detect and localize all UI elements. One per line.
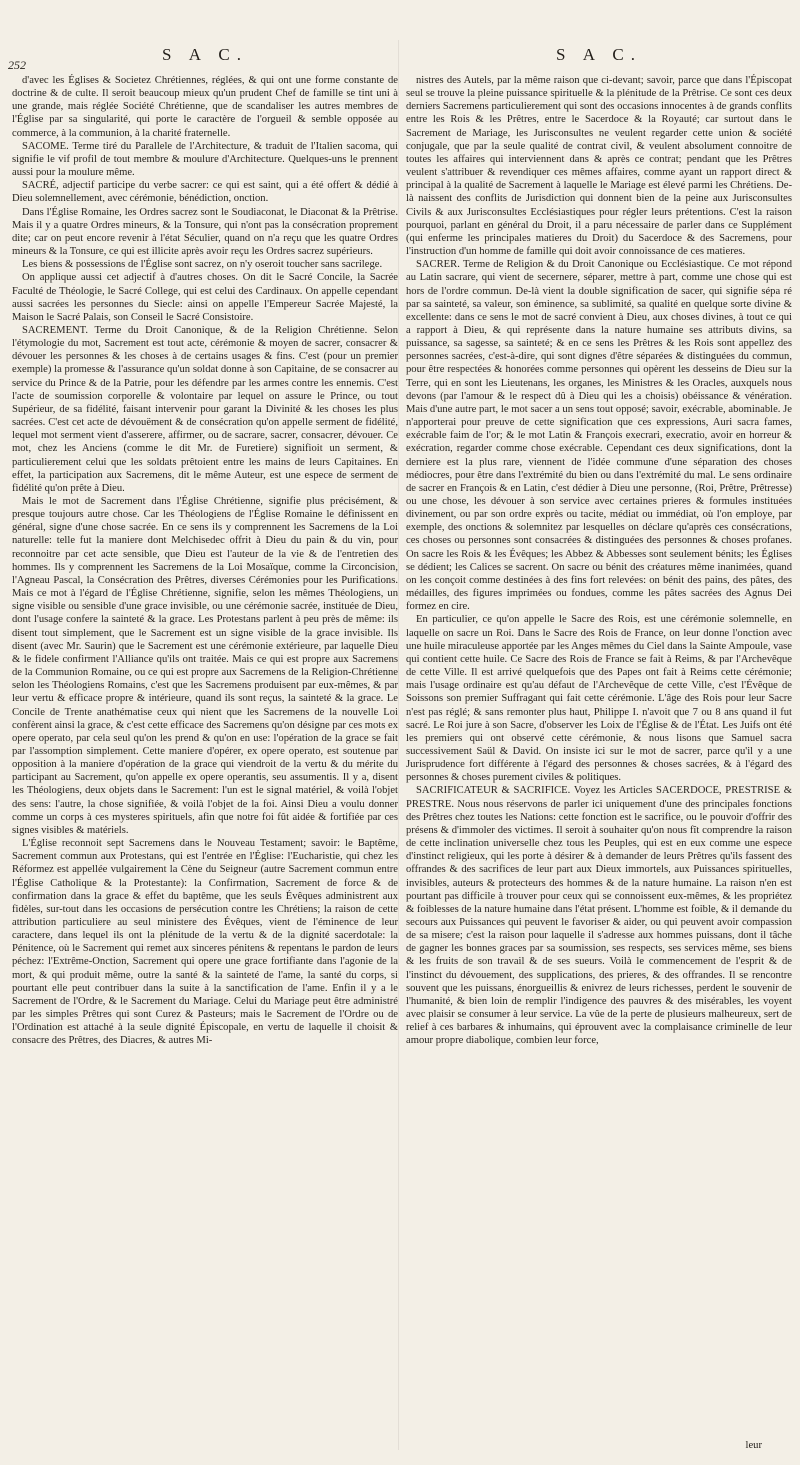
left-column [12, 44, 398, 1458]
right-column [406, 44, 792, 1458]
right-column-text [406, 74, 792, 1048]
right-running-head: S A C. [556, 45, 642, 64]
catchword: leur [745, 1440, 762, 1451]
paragraph: On applique aussi cet adjectif à d'autres choses. On dit le Sacré Concile, la Sacrée Faculté de Théologie, le Sacré College, qui est celui des Cardinaux. On appelle cependant aussi sacrées les personnes du Siecle: ainsi on appelle l'Empereur Sacrée Majesté, la Maison le Sacré Palais, son Conseil le Sacré Consistoire. [12, 272, 398, 323]
entry-sacrer: SACRER. Terme de Religion & du Droit Canonique ou Ecclésiastique. Ce mot répond au Latin sacrare, qui vient de secernere, séparer, mettre à part, comme une chose qui est hors de l'ordre commun. De-là vient la double signification de sacer, qui signifie sépa ré par sa sainteté, sa valeur, son éminence, sa sublimité, sa qualité en quelque sorte divine & excellente: dans ce sens le mot de sacré convient à Dieu, aux choses divines, à tout ce qui a rapport à Dieu, & qui représente dans la nature humaine ses attributs divins, sa puissance, sa sagesse, sa sainteté; & en ce sens les Prêtres & les Rois sont appellez des personnes sacrées, c'est-à-dire, qui sont dignes d'être séparées & distinguées du commun, pour être respectées & honorées comme personnes qui opèrent les desseins de Dieu sur la Terre, qui en sont les Lieutenans, les organes, les Ministres & les Oracles, auxquels nous devons (par l'amour & le respect dû à Dieu qui les a choisis) obéissance & vénération. Mais d'une autre part, le mot sacer a un sens tout opposé; savoir, exécrable, abominable. Je n'apporterai pour preuve de cette signification que ces expressions, Auri sacra fames, exécrable faim de l'or; & le mot Latin & François execrari, execratio, avoir en horreur & exécration, regarder comme chose exécrable. Cependant ces deux significations, dont la derniere est la plus rare, viennent de l'idée commune d'une séparation des choses médiocres, pour être dans l'extrémité du bien ou dans l'extrémité du mal. Le sens ordinaire de sacrer en François & en Latin, c'est dédier à Dieu une personne, (Roi, Prêtre, Prêtresse) ou une chose, les dévouer à son service avec certaines prieres & formules instituées divinement, ou par son ordre exprès ou tacite, médiat ou immédiat, où l'on employe, par exemple, des onctions & solemnitez par lesquelles on déclare qu'après ces consécrations, ces choses ou personnes sont consacrées & distinguées des personnes & choses profanes. On sacre les Rois & les Évêques; les Abbez & Abbesses sont seulement bénits; les Églises se dédient; les Calices se sacrent. On sacre ou bénit des créatures même inanimées, quand on les conçoit comme destinées à des fins fort relevées: on bénit des pains, des pâtes, des médailles, des figures imprimées ou fondues, comme les pâtes sacrées des Agnus Dei formez en cire. [406, 259, 792, 613]
entry-sacome: SACOME. Terme tiré du Parallele de l'Architecture, & traduit de l'Italien sacoma, qui signifie le vif profil de tout membre & moulure d'Architecture. Quelques-uns le prennent aussi pour la moulure même. [12, 140, 398, 179]
left-running-head: S A C. [162, 45, 248, 64]
entry-sacrificateur: SACRIFICATEUR & SACRIFICE. Voyez les Articles SACERDOCE, PRESTRISE & PRESTRE. Nous nous réservons de parler ici uniquement d'une des principales fonctions des Prêtres chez toutes les Nations: cette fonction est le sacrifice, ou le pouvoir d'offrir des présens & d'immoler des victimes. Il seroit à souhaiter qu'on nous fît comprendre la raison de cette inclination universelle chez tous les Peuples, qui est en eux comme une espece d'instinct religieux, qui les porte à désirer & à demander de leurs Prêtres qu'ils fassent des offrandes & des sacrifices de leur part aux Dieux immortels, aux Puissances spirituelles, invisibles, auteurs & protecteurs des hommes & de la nature humaine. La raison n'en est pourtant pas difficile à trouver pour ceux qui se connoissent eux-mêmes, & les propriétez & foiblesses de la nature humaine dans l'état présent. L'homme est foible, & il demande du secours aux Puissances qui peuvent le favoriser & aider, ou qui peuvent avoir compassion de sa misere; c'est la raison pour laquelle il s'adresse aux hommes puissans, dont il tâche de gagner les bonnes graces par sa soumission, ses respects, ses services même, ses biens & les fruits de son travail & de ses sueurs. Voilà le commencement de l'esprit & de l'instinct du dévouement, des supplications, des prieres, & des offrandes. Il se rencontre souvent que les puissans, énorgueillis & enivrez de leurs richesses, perdent le souvenir de l'humanité, & bien loin de remplir l'indigence des pauvres & des misérables, les voyent avec plaisir se consumer à leur service. La vûe de la perte de plusieurs malheureux, sert de relief à ces barbares & inhumains, qui éprouvent avec la complaisance criminelle de leur amour propre diabolique, combien leur force, [406, 785, 792, 1047]
paragraph: d'avec les Églises & Societez Chrétiennes, réglées, & qui ont une forme constante de doctrine & de culte. Il seroit beaucoup mieux qu'un prudent Chef de famille se tint uni à une grande, mais réglée Société Chrétienne, que de scandaliser les autres membres de l'Église par sa singularité, qui porte le caractère de l'orgueil & semble opposée au commerce, à la communion, à la charité fraternelle. [12, 75, 398, 139]
left-column-text [12, 74, 398, 1048]
paragraph: L'Église reconnoit sept Sacremens dans le Nouveau Testament; savoir: le Baptême, Sacrement commun aux Protestans, qui est l'entrée en l'Église: l'Eucharistie, qui chez les Réformez est appellée vulgairement la Cène du Seigneur (autre Sacrement commun entre l'Église Catholique & la Protestante): la Confirmation, Sacrement de force & de confirmation dans la grace & effet du baptême, que les seuls Évêques administrent aux fidèles, sur-tout dans les occasions de persécution contre les Chrétiens; la raison de cette attribution particuliere au seul ministere des Évêques, vient de l'éminence de leur caractere, dans lequel ils ont la plénitude de la vertu & de la dignité sacerdotale: la Pénitence, où le Sacrement qui remet aux sinceres pénitens & repentans le pardon de leurs péchez: l'Extrême-Onction, Sacrement qui opere une grace fortifiante dans l'agonie de la mort, & qui produit même, outre la santé & la sainteté de l'ame, la santé du corps, si pourtant elle peut contribuer dans la suite à la sanctification de l'ame. Enfin il y a le Sacrement de l'Ordre, & le Sacrement du Mariage. Celui du Mariage peut être administré par les simples Prêtres qui sont Curez & Pasteurs; mais le Sacrement de l'Ordre ou de l'Ordination est attaché à la seule dignité Épiscopale, en vertu de laquelle il choisit & consacre des Prêtres, des Diacres, & autres Mi- [12, 838, 398, 1047]
paragraph: Les biens & possessions de l'Église sont sacrez, on n'y oseroit toucher sans sacrilege. [22, 259, 383, 271]
page-number: 252 [8, 58, 26, 72]
column-divider [398, 40, 399, 1450]
paragraph: Mais le mot de Sacrement dans l'Église Chrétienne, signifie plus précisément, & presque toujours autre chose. Car les Théologiens de l'Église Romaine le définissent en général, signe d'une chose sacrée. En ce sens ils y comprennent les Sacremens de la Loi naturelle: telle fut la maniere dont Melchisedec offrit à Dieu du pain & du vin, pour reconnoitre par cet acte sensible, que Dieu est l'auteur de la vie & de l'entretien des hommes. Ils y comprennent les Sacremens de la Loi Mosaïque, comme la Circoncision, l'Agneau Pascal, la Consécration des Prêtres, diverses Cérémonies pour les Purifications. Mais ce mot à l'égard de l'Église Chrétienne, signifie, selon les mêmes Théologiens, un signe visible ou sensible d'une grace invisible, ou une cérémonie sacrée, instituée de Dieu, dont l'usage confere la sainteté & la grace. Les Protestans parlent à peu près de même: ils disent tout simplement, que le Sacrement est un signe visible de la grace invisible. Ils disent (avec Mr. Saurin) que le Sacrement est une cérémonie extérieure, par laquelle Dieu & le fidele confirment l'Alliance qu'ils ont traitée. Mais ce qui est propre aux Sacremens de la Communion Romaine, ou ce qui est propre aux Sacremens de la Religion-Chrétienne selon les Théologiens Romains, c'est que les Sacremens produisent par eux-mêmes, & par leur vertu & efficace propre & intérieure, quand ils sont reçus, la sainteté & la grace. Le Concile de Trente anathématise ceux qui nient que les Sacremens de la nouvelle Loi confèrent ainsi la grace, & c'est cette efficace des Sacremens qu'on désigne par ces mots ex opere operato, par cela seul qu'on les prend & qu'on en use: l'opération de la grace se fait par l'assomption simplement. Cette maniere d'opérer, ex opere operato, est soutenue par opposition à la maniere d'opération de la grace qui viendroit de la vertu & du mérite du participant au Sacrement, qu'on appelle ex opere operantis, seu assumentis. Il y a, disent les Théologiens, deux objets dans le Sacrement: l'un est le signal matériel, & voilà l'objet des sens: l'autre, la chose signifiée, & voilà l'objet de la foi. Ainsi Dieu a voulu donner comme un corps à ces mysteres spirituels, afin que notre foi fût aidée & fortifiée par ces signes visibles & matériels. [12, 496, 398, 836]
paragraph: En particulier, ce qu'on appelle le Sacre des Rois, est une cérémonie solemnelle, en laquelle on sacre un Roi. Dans le Sacre des Rois de France, on leur donne l'onction avec une huile miraculeuse apportée par les Anges mêmes du Ciel dans la Sainte Ampoule, vase qui contient cette huile. Ce Sacre des Rois de France se fait à Reims, & par l'Archevêque de cette Ville. Il est arrivé quelquefois que des Papes ont fait à Reims cette cérémonie; mais l'usage ordinaire est qu'au défaut de l'Archevêque de cette Ville, c'est l'Évêque de Soissons son premier Suffragant qui fait cette cérémonie. L'âge des Rois pour leur Sacre n'est pas réglé; & sans remonter plus haut, Philippe I. n'avoit que 7 ou 8 ans quand il fut sacré. Le Roi jure à son Sacre, d'observer les Loix de l'Église & de l'État. Les Juifs ont été les premiers qui ont observé cette cérémonie, & nous lisons que Samuel sacra successivement Saül & David. On insiste ici sur le mot de sacrer, parce qu'il y a une Jurisprudence fort différente à l'égard des personnes & choses sacrées, & à l'égard des personnes & choses purement civiles & politiques. [406, 614, 792, 784]
entry-sacre: SACRÉ, adjectif participe du verbe sacrer: ce qui est saint, qui a été offert & dédié à Dieu solemnellement, avec cérémonie, bénédiction, onction. [12, 180, 398, 205]
paragraph: nistres des Autels, par la même raison que ci-devant; savoir, parce que dans l'Épiscopat seul se trouve la pleine puissance spirituelle & la plénitude de la Prêtrise. Ce sont ces deux derniers Sacremens particulierement qui sont des occasions innocentes à de grands conflits entre les Rois & les Prêtres, entre le Sacerdoce & la Royauté; car surtout dans le Sacrement de Mariage, les Jurisconsultes ne veulent regarder cette union & société conjugale, que par la seule qualité de contrat civil, & veulent absolument connoitre de toutes les affaires qui interviennent dans & après ce contrat; pendant que les Prêtres veulent s'attribuer & revendiquer ces mêmes affaires, comme ayant un rapport direct & principal à la qualité de Sacrement à laquelle le Mariage est élevé parmi les Chrétiens. De-là naissent des conflits de Jurisdiction qui donnent bien de la peine aux Jurisconsultes Civils & aux Jurisconsultes Ecclésiastiques pour régler leurs prétentions. C'est la raison pourquoi, parlant en général du Droit, il a paru nécessaire de parler dans ce Supplément (qui enferme les principales matieres du Droit) du Sacerdoce & des Sacremens, pour l'instruction d'un homme de famille qui doit avoir connoissance de ces matieres. [406, 75, 792, 258]
paragraph: Dans l'Église Romaine, les Ordres sacrez sont le Soudiaconat, le Diaconat & la Prêtrise. Mais il y a quatre Ordres mineurs, & la Tonsure, qui n'ont pas la consécration proprement dite; car on peut encore revenir à l'état Séculier, quand on n'a reçu que les quatre Ordres mineurs & la Tonsure, ce qui est illicite après avoir reçu les Ordres sacrez supérieurs. [12, 206, 398, 258]
entry-sacrement: SACREMENT. Terme du Droit Canonique, & de la Religion Chrétienne. Selon l'étymologie du mot, Sacrement est tout acte, cérémonie & moyen de sacrer, consacrer & dévouer les personnes & les choses à de certains usages & fins. C'est (pour un premier exemple) la promesse & l'assurance qu'un soldat donne à son Capitaine, de se consacrer au service du Prince & de la Patrie, pour les défendre par les armes contre les ennemis. C'est l'acte de soumission corporelle & volontaire par lequel on assure le Prince, ou tout Supérieur, de sa fidélité, faisant intervenir pour garant la Divinité & les choses les plus sacrées. C'est cet acte de dévouëment & de consécration qu'on appelle serment de fidélité, lequel mot serment vient d'asserere, affirmer, ou de sacrare, sacrer, consacrer, dévouer. Ce mot, chez les Anciens (comme le dit Mr. de Furetiere) signifioit un serment, & particulierement celui que les soldats prêtoient entre les mains de leurs Capitaines. En effet, la participation aux Sacremens, dit le même Auteur, est une espece de serment de fidélité qu'on prête à Dieu. [12, 324, 398, 494]
